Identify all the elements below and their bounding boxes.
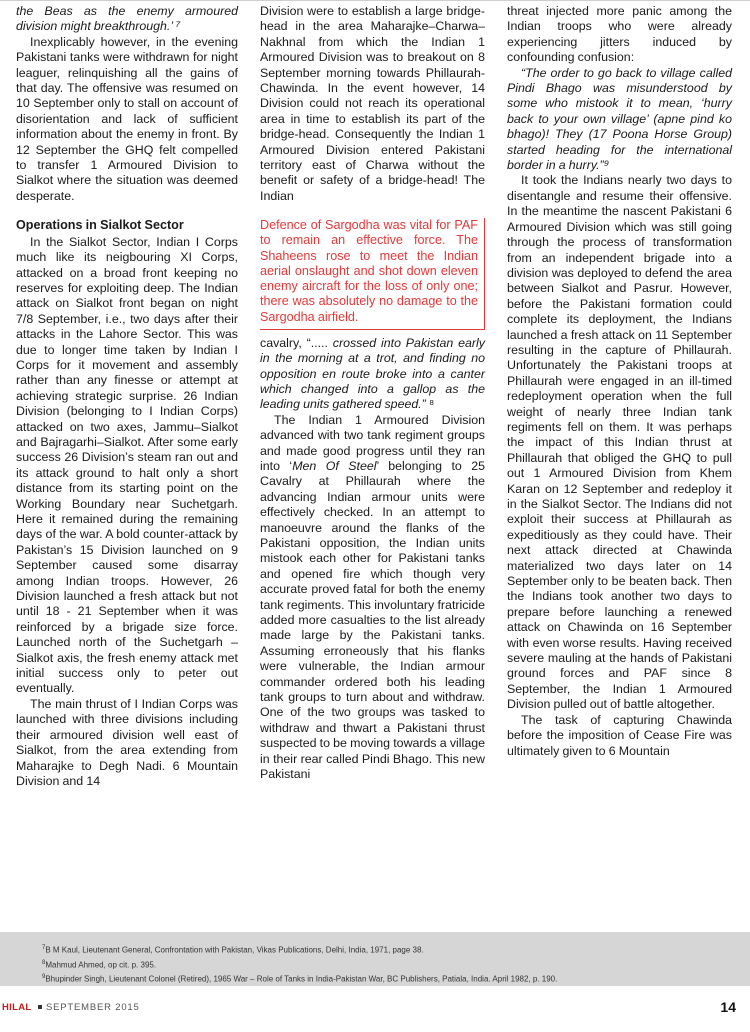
paragraph: cavalry, “..... crossed into Pakistan early in the morning at a trot, and finding no opposition en route broke into a canter which changed into a gallop as the leading units gathered speed.” ⁸	[260, 335, 485, 412]
paragraph: The Indian 1 Armoured Division advanced with two tank regiment groups and made good progress until they ran into ‘Men Of Steel’ belonging to 25 Cavalry at Phillaurah where the advancing Indian armour units were effectively checked. In an attempt to manoeuvre around the flanks of the Pakistani opposition, the Indian units mistook each other for Pakistani tanks and opened fire which though very accurate proved fatal for both the enemy tank regiments. This involuntary fratricide added more casualties to the list already made large by the Pakistani tanks. Assuming erroneously that his flanks were vulnerable, the Indian armour commander ordered both his leading tank groups to turn about and withdraw. One of the two groups was tasked to withdraw and thwart a Pakistani thrust suspected to be moving towards a village in their rear called Pindi Bhago. This new Pakistani	[260, 412, 486, 782]
footnote: $^8$Mahmud Ahmed, op cit. p. 395.	[42, 959, 157, 970]
section-heading: Operations in Sialkot Sector	[16, 218, 184, 233]
paragraph: threat injected more panic among the Indian troops who were already experiencing jitters induced by confounding confusion:	[507, 4, 732, 65]
paragraph: The task of capturing Chawinda before the imposition of Cease Fire was ultimately given to 6 Mountain	[507, 712, 732, 758]
separator-square	[38, 1005, 42, 1009]
paragraph: It took the Indians nearly two days to disentangle and resume their offensive. In the meantime the nascent Pakistani 6 Armoured Division which was still going through the process of transformation from an independent brigade into a division was deployed to defend the area between Sialkot and Pasrur. However, before the Pakistani formation could complete its deployment, the Indians launched a fresh attack on 11 September resulting in the capture of Phillaurah. Unfortunately the Pakistani troops at Phillaurah were engaged in an ill-timed redeployment operation when the full weight of nearly three Indian tank regiments fell on them. It was perhaps the impact of this Indian thrust at Phillaurah that obliged the GHQ to pull out 1 Armoured Division from Khem Karan on 12 September and redeploy it in the Sialkot Sector. The Indians did not exploit their success at Phillaurah as expeditiously as they could have. Their next attack directed at Chawinda materialized two days later on 14 September only to be beaten back. Then the Indians took another two days to prepare before launching a renewed attack on Chawinda on 16 September with even worse results. Having received severe mauling at the hands of Pakistani ground forces and PAF since 8 September, the Indian 1 Armoured Division pulled out of battle altogether.	[507, 173, 732, 712]
paragraph: In the Sialkot Sector, Indian I Corps much like its neigbouring XI Corps, attacked on a broad front keeping no reserves for exploiting deep. The Indian attack on Sialkot front began on night 7/8 September, i.e., two days after their attacks in the Lahore Sector. This was due to longer time taken by Indian I Corps for it movement and assembly rather than any finesse or attempt at achieving strategic surprise. 26 Indian Division (belonging to I Indian Corps) attacked on two axes, Jammu–Sialkot and Bajragarhi–Sialkot. After some early success 26 Division’s steam ran out and its attack ground to halt only a short distance from its starting point on the Working Boundary near Suchetgarh. Here it remained during the remaining days of the war. A bold counter-attack by Pakistan’s 15 Division launched on 9 September caused some disarray among Indian troops. However, 26 Division launched a fresh attack but not until 18 - 21 September when it was reinforced by a brigade size force. Launched north of the Suchetgarh – Sialkot axis, the fresh enemy attack met initial success only to peter out eventually.	[16, 234, 238, 696]
magazine-logo: HILAL	[2, 1002, 32, 1013]
column-3	[507, 4, 732, 759]
paragraph: The main thrust of I Indian Corps was launched with three divisions including their armoured division well east of Sialkot, from the area extending from Maharajke to Degh Nadi. 6 Mountain Division and 14	[16, 696, 238, 788]
pull-quote: Defence of Sargodha was vital for PAF to remain an effective force. The Shaheens rose to meet the Indian aerial onslaught and shot down eleven enemy aircraft for the loss of only one; there was absolutely no damage to the Sargodha airfield.	[260, 218, 485, 329]
block-quote: “The order to go back to village called Pindi Bhago was misunderstood by some who mistook it to mean, ‘hurry back to your own village’ (apne pind ko bhago)! They (17 Poona Horse Group) started heading for the international border in a hurry.”⁹	[507, 65, 732, 173]
issue-date: SEPTEMBER 2015	[46, 1002, 140, 1013]
footnotes-box	[0, 932, 750, 986]
paragraph: Division were to establish a large bridge-head in the area Maharajke–Charwa–Nakhnal from which the Indian 1 Armoured Division was to breakout on 8 September morning towards Phillaurah-Chawinda. In the event however, 14 Division could not reach its operational area in time to establish its part of the bridge-head. Consequently the Indian 1 Armoured Division entered Pakistani territory east of Charwa without the benefit or safety of a bridge-head! The Indian	[260, 4, 485, 203]
page-number: 14	[720, 999, 736, 1015]
page-footer	[0, 995, 750, 1025]
column-1	[16, 4, 238, 789]
column-2	[260, 4, 485, 782]
top-rule	[0, 0, 750, 1]
footnote: $^9$Bhupinder Singh, Lieutenant Colonel (Retired), 1965 War – Role of Tanks in India-Pakistan War, BC Publishers, Patiala, India. April 1982, p. 190.	[42, 974, 558, 984]
paragraph: the Beas as the enemy armoured division might breakthrough.’ ⁷	[16, 4, 238, 34]
paragraph: Inexplicably however, in the evening Pakistani tanks were withdrawn for night leaguer, relinquishing all the gains of that day. The offensive was resumed on 10 September only to stall on account of disorientation and lack of sufficient information about the enemy in front. By 12 September the GHQ felt compelled to transfer 1 Armoured Division to Sialkot where the situation was deemed desperate.	[16, 34, 238, 203]
footnote: $^7$B M Kaul, Lieutenant General, Confrontation with Pakistan, Vikas Publications, Delhi, India, 1971, page 38.	[42, 945, 424, 955]
